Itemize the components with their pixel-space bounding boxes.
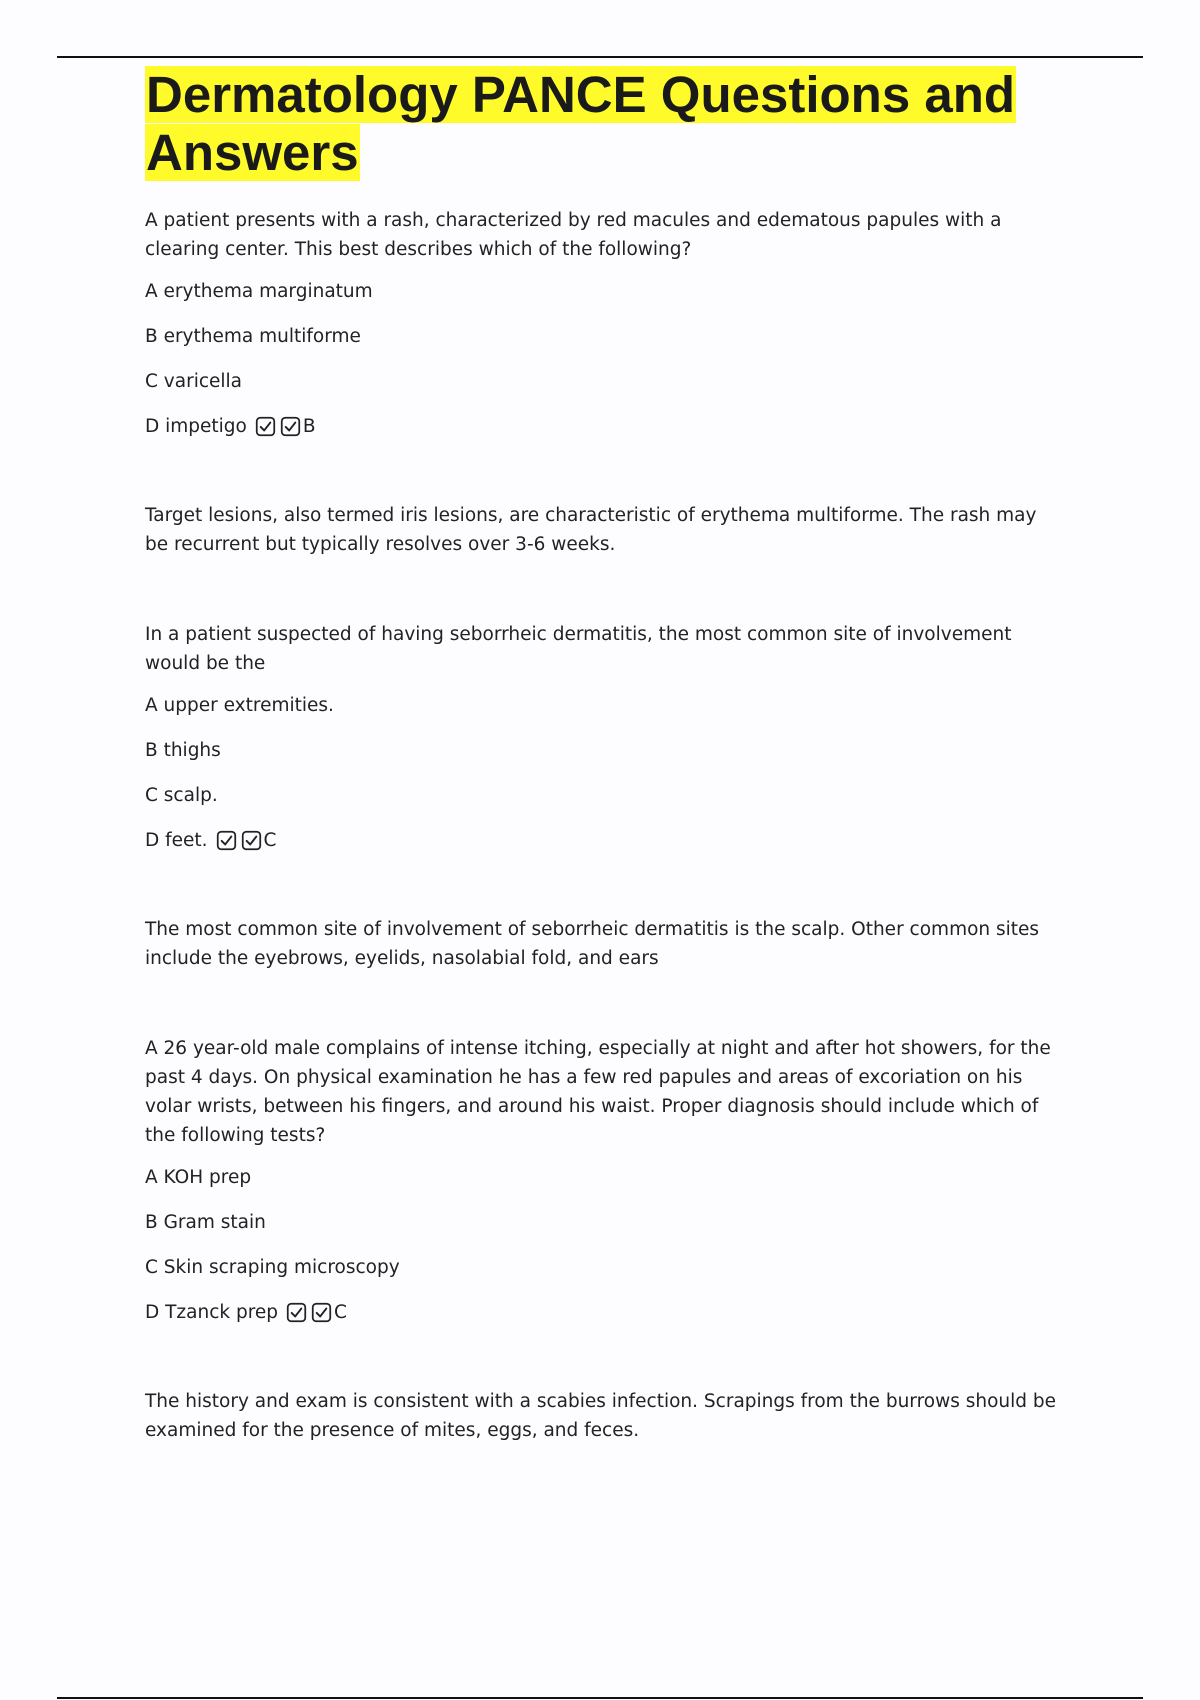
checkbox-checked-icon <box>280 416 301 437</box>
option-c: C Skin scraping microscopy <box>145 1257 400 1278</box>
checkbox-checked-icon <box>286 1302 307 1323</box>
option-d: D feet. <box>145 830 208 851</box>
checkbox-checked-icon <box>216 830 237 851</box>
answer-letter: B <box>302 416 316 437</box>
explanation-text: The most common site of involvement of seborrheic dermatitis is the scalp. Other common sites include the eyebrows, eyelids, nasolabial fold, and ears <box>145 919 1040 969</box>
option-d-answer-line <box>145 1298 1065 1327</box>
page-title: Dermatology PANCE Questions and Answers <box>146 66 1016 181</box>
question-text: In a patient suspected of having seborrheic dermatitis, the most common site of involvement would be the <box>145 624 1012 674</box>
option-c: C varicella <box>145 371 242 392</box>
question-text: A 26 year-old male complains of intense itching, especially at night and after hot showers, for the past 4 days. On physical examination he has a few red papules and areas of excoriation on his volar wrists, between his fingers, and around his waist. Proper diagnosis should include which of the following tests? <box>145 1038 1051 1146</box>
option-b: B thighs <box>145 740 221 761</box>
answer-letter: C <box>334 1302 347 1323</box>
document-body <box>145 66 1065 1445</box>
option-a: A KOH prep <box>145 1167 252 1188</box>
question-text: A patient presents with a rash, characterized by red macules and edematous papules with a clearing center. This best describes which of the following? <box>145 210 1002 260</box>
option-d-answer-line <box>145 412 1065 441</box>
option-d: D impetigo <box>145 416 247 437</box>
checkbox-checked-icon <box>311 1302 332 1323</box>
option-a: A upper extremities. <box>145 695 334 716</box>
option-d: D Tzanck prep <box>145 1302 279 1323</box>
question-block <box>145 206 1065 559</box>
top-rule <box>57 56 1143 58</box>
option-a: A erythema marginatum <box>145 281 373 302</box>
checkbox-checked-icon <box>255 416 276 437</box>
explanation-text: The history and exam is consistent with a scabies infection. Scrapings from the burrows should be examined for the presence of mites, eggs, and feces. <box>145 1391 1057 1441</box>
question-block <box>145 1034 1065 1445</box>
explanation-text: Target lesions, also termed iris lesions, are characteristic of erythema multiforme. The rash may be recurrent but typically resolves over 3-6 weeks. <box>145 505 1037 555</box>
option-d-answer-line <box>145 826 1065 855</box>
bottom-rule <box>57 1697 1143 1699</box>
option-c: C scalp. <box>145 785 218 806</box>
question-block <box>145 620 1065 973</box>
option-b: B Gram stain <box>145 1212 266 1233</box>
option-b: B erythema multiforme <box>145 326 361 347</box>
checkbox-checked-icon <box>241 830 262 851</box>
answer-letter: C <box>263 830 277 851</box>
